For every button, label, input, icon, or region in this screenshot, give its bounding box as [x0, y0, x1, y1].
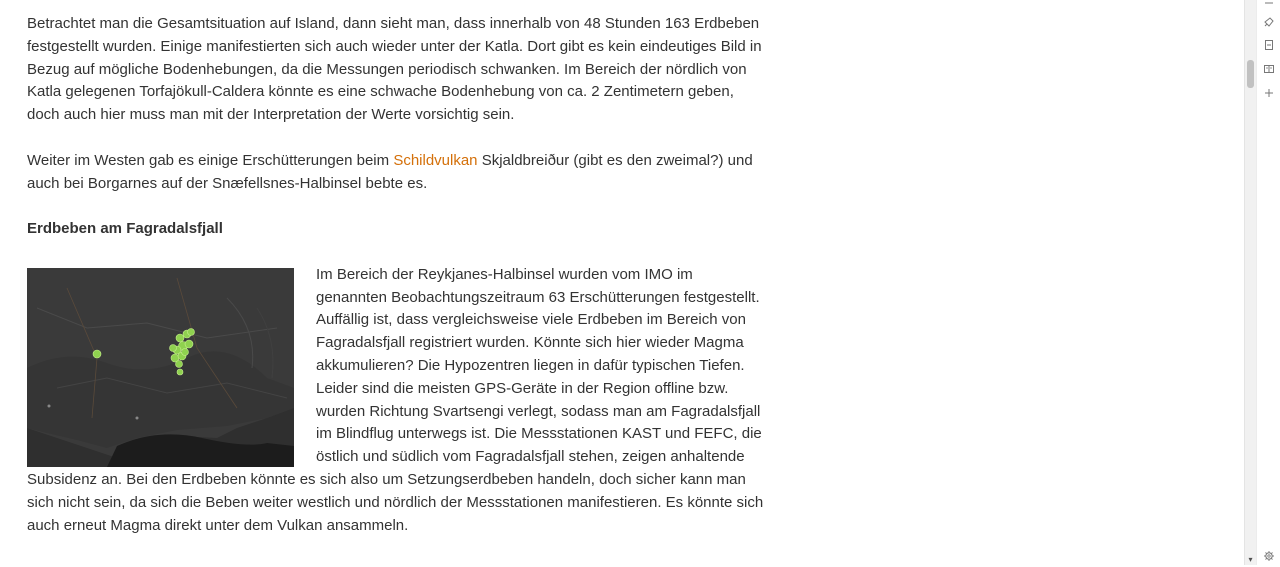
paragraph-iceland-overview: Betrachtet man die Gesamtsituation auf Island, dann sieht man, dass innerhalb von 48 Stunden 163 Erdbeben festgestellt wurden. Einige manifestierten sich auch wieder unter der Katla. Dort gibt es kein eindeutiges Bild in Bezug auf mögliche Bodenhebungen, da die Messungen periodisch schwanken. Im Bereich der nördlich von Katla gelegenen Torfajökull-Caldera könnte es eine schwache Bodenhebung von ca. 2 Zentimetern geben, doch auch hier muss man mit der Interpretation der Werte vorsichtig sein.	[27, 15, 762, 124]
article-content	[27, 13, 767, 560]
scrollbar[interactable]	[1244, 0, 1256, 565]
map-graphic	[27, 268, 294, 467]
paragraph-west	[27, 150, 767, 196]
earthquake-map-image[interactable]	[27, 268, 294, 467]
plus-icon[interactable]	[1263, 86, 1275, 98]
reader-icon[interactable]	[1263, 62, 1275, 74]
scroll-down-arrow-icon[interactable]: ▾	[1248, 555, 1253, 564]
paragraph-west-text-start: Weiter im Westen gab es einige Erschütterungen beim	[27, 151, 394, 169]
scrollbar-thumb[interactable]	[1247, 60, 1254, 88]
paragraph-west-text-end: Skjaldbreiður (gibt es den zweimal?) und auch bei Borgarnes auf der Snæfellsnes-Halbinsel bebte es.	[27, 151, 753, 192]
pin-icon[interactable]	[1263, 15, 1275, 27]
section-heading: Erdbeben am Fagradalsfjall	[27, 220, 223, 238]
link-schildvulkan[interactable]: Schildvulkan	[393, 151, 478, 169]
right-sidebar	[1256, 0, 1280, 565]
book-icon[interactable]	[1263, 38, 1275, 50]
settings-icon[interactable]	[1263, 549, 1275, 561]
menu-icon[interactable]	[1263, 0, 1275, 4]
paragraph-fagradalsfjall: Im Bereich der Reykjanes-Halbinsel wurden vom IMO im genannten Beobachtungszeitraum 63 Erschütterungen festgestellt. Auffällig ist, dass vergleichsweise viele Erdbeben im Bereich von Fagradalsfjall registriert wurden. Könnte sich hier wieder Magma akkumulieren? Die Hypozentren liegen in dafür typischen Tiefen. Leider sind die meisten GPS-Geräte in der Region offline bzw. wurden Richtung Svartsengi verlegt, sodass man am Fagradalsfjall im Blindflug unterwegs ist. Die Messstationen KAST und FEFC, die östlich und südlich vom Fagradalsfjall stehen, zeigen anhaltende Subsidenz an. Bei den Erdbeben könnte es sich also um Setzungserdbeben handeln, doch sicher kann man sich nicht sein, da sich die Beben weiter westlich und nördlich der Messstationen manifestieren. Es könnte sich auch erneut Magma direkt unter dem Vulkan ansammeln.	[27, 265, 764, 534]
